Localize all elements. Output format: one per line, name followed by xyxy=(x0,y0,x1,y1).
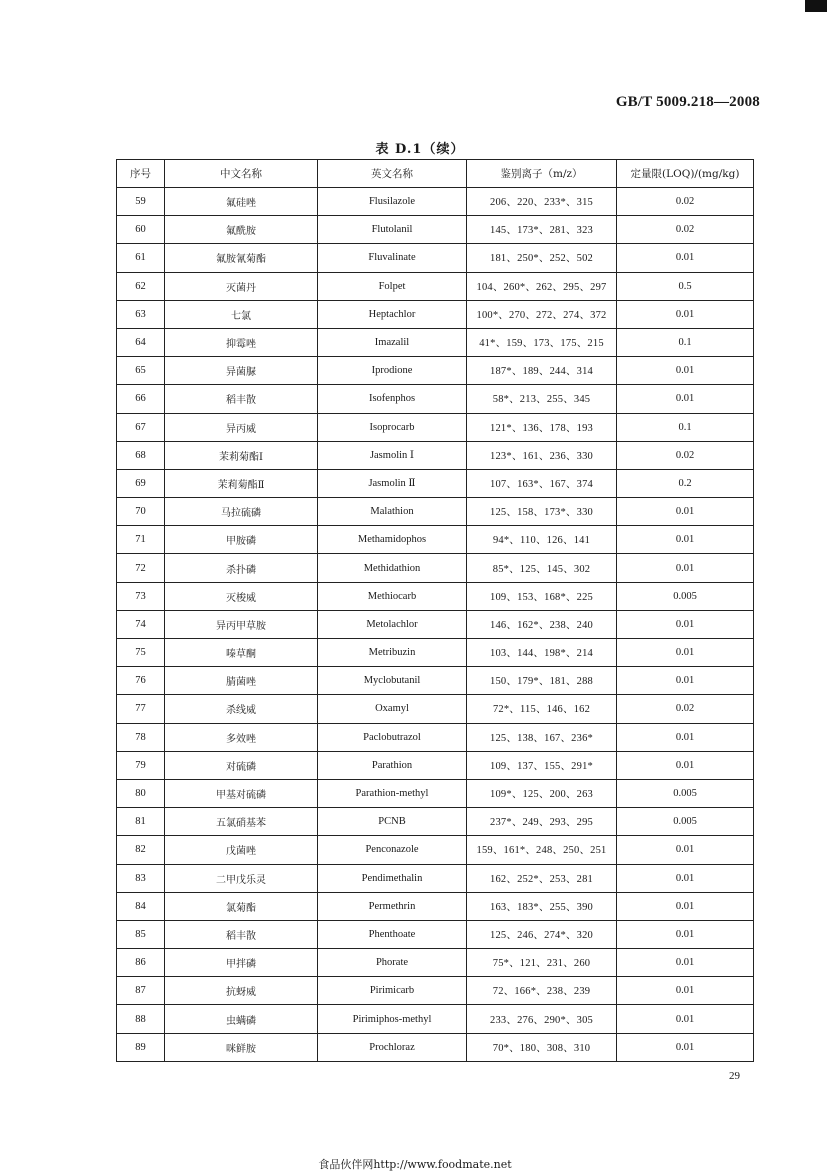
table-row xyxy=(117,920,754,948)
table-row xyxy=(117,413,754,441)
cell-en: Jasmolin Ⅰ xyxy=(318,441,467,469)
table-row xyxy=(117,892,754,920)
table-row xyxy=(117,695,754,723)
cell-no: 85 xyxy=(117,920,165,948)
cell-loq: 0.1 xyxy=(617,328,754,356)
table-row xyxy=(117,526,754,554)
cell-en: Fluvalinate xyxy=(318,244,467,272)
table-row xyxy=(117,469,754,497)
cell-ions: 104、260*、262、295、297 xyxy=(467,272,617,300)
header-row xyxy=(117,160,754,188)
table-row xyxy=(117,498,754,526)
cell-ions: 159、161*、248、250、251 xyxy=(467,836,617,864)
cell-no: 62 xyxy=(117,272,165,300)
cell-loq: 0.01 xyxy=(617,723,754,751)
cell-no: 64 xyxy=(117,328,165,356)
cell-no: 67 xyxy=(117,413,165,441)
footer-watermark: 食品伙伴网http://www.foodmate.net xyxy=(318,1158,512,1171)
cell-no: 82 xyxy=(117,836,165,864)
cell-en: Heptachlor xyxy=(318,300,467,328)
cell-cn: 灭梭威 xyxy=(165,582,318,610)
cell-en: Malathion xyxy=(318,498,467,526)
cell-en: Permethrin xyxy=(318,892,467,920)
cell-ions: 72*、115、146、162 xyxy=(467,695,617,723)
cell-cn: 甲基对硫磷 xyxy=(165,779,318,807)
cell-en: Flusilazole xyxy=(318,188,467,216)
table-row xyxy=(117,610,754,638)
cell-loq: 0.01 xyxy=(617,610,754,638)
cell-cn: 氟酰胺 xyxy=(165,216,318,244)
cell-en: Imazalil xyxy=(318,328,467,356)
col-header-no: 序号 xyxy=(117,160,165,188)
cell-loq: 0.01 xyxy=(617,554,754,582)
cell-cn: 抑霉唑 xyxy=(165,328,318,356)
cell-no: 69 xyxy=(117,469,165,497)
cell-cn: 杀线威 xyxy=(165,695,318,723)
cell-cn: 咪鲜胺 xyxy=(165,1033,318,1061)
table-row xyxy=(117,667,754,695)
cell-loq: 0.01 xyxy=(617,498,754,526)
cell-no: 86 xyxy=(117,949,165,977)
cell-loq: 0.02 xyxy=(617,216,754,244)
cell-cn: 对硫磷 xyxy=(165,751,318,779)
cell-cn: 氯菊酯 xyxy=(165,892,318,920)
cell-en: Isofenphos xyxy=(318,385,467,413)
table-row xyxy=(117,328,754,356)
cell-en: Penconazole xyxy=(318,836,467,864)
table-header xyxy=(117,160,754,188)
cell-ions: 75*、121、231、260 xyxy=(467,949,617,977)
cell-loq: 0.01 xyxy=(617,1033,754,1061)
table-row xyxy=(117,864,754,892)
cell-no: 66 xyxy=(117,385,165,413)
table-row xyxy=(117,441,754,469)
table-row xyxy=(117,385,754,413)
cell-loq: 0.5 xyxy=(617,272,754,300)
cell-cn: 稻丰散 xyxy=(165,920,318,948)
table-row xyxy=(117,723,754,751)
cell-no: 88 xyxy=(117,1005,165,1033)
cell-en: Methiocarb xyxy=(318,582,467,610)
table-body xyxy=(117,188,754,1062)
table-row xyxy=(117,751,754,779)
cell-no: 71 xyxy=(117,526,165,554)
cell-ions: 123*、161、236、330 xyxy=(467,441,617,469)
cell-no: 81 xyxy=(117,808,165,836)
cell-no: 74 xyxy=(117,610,165,638)
cell-no: 72 xyxy=(117,554,165,582)
cell-ions: 109、137、155、291* xyxy=(467,751,617,779)
cell-cn: 灭菌丹 xyxy=(165,272,318,300)
cell-en: Jasmolin Ⅱ xyxy=(318,469,467,497)
cell-cn: 嗪草酮 xyxy=(165,639,318,667)
cell-no: 89 xyxy=(117,1033,165,1061)
cell-no: 68 xyxy=(117,441,165,469)
table-row xyxy=(117,949,754,977)
standard-code: GB/T 5009.218—2008 xyxy=(615,94,760,110)
cell-ions: 125、158、173*、330 xyxy=(467,498,617,526)
cell-no: 70 xyxy=(117,498,165,526)
cell-cn: 五氯硝基苯 xyxy=(165,808,318,836)
cell-en: Prochloraz xyxy=(318,1033,467,1061)
table-row xyxy=(117,216,754,244)
cell-loq: 0.005 xyxy=(617,779,754,807)
cell-ions: 72、166*、238、239 xyxy=(467,977,617,1005)
cell-loq: 0.005 xyxy=(617,582,754,610)
cell-cn: 异丙甲草胺 xyxy=(165,610,318,638)
cell-en: Methidathion xyxy=(318,554,467,582)
cell-en: Phorate xyxy=(318,949,467,977)
cell-ions: 162、252*、253、281 xyxy=(467,864,617,892)
cell-cn: 二甲戊乐灵 xyxy=(165,864,318,892)
cell-en: Iprodione xyxy=(318,357,467,385)
table-row xyxy=(117,779,754,807)
table-row xyxy=(117,1005,754,1033)
cell-en: Parathion-methyl xyxy=(318,779,467,807)
cell-cn: 马拉硫磷 xyxy=(165,498,318,526)
cell-ions: 237*、249、293、295 xyxy=(467,808,617,836)
cell-ions: 163、183*、255、390 xyxy=(467,892,617,920)
cell-ions: 107、163*、167、374 xyxy=(467,469,617,497)
table-row xyxy=(117,639,754,667)
cell-en: Metolachlor xyxy=(318,610,467,638)
cell-ions: 121*、136、178、193 xyxy=(467,413,617,441)
cell-cn: 杀扑磷 xyxy=(165,554,318,582)
cell-loq: 0.01 xyxy=(617,977,754,1005)
cell-loq: 0.01 xyxy=(617,864,754,892)
cell-loq: 0.02 xyxy=(617,188,754,216)
cell-no: 83 xyxy=(117,864,165,892)
table-row xyxy=(117,244,754,272)
table-row xyxy=(117,300,754,328)
cell-en: Pirimicarb xyxy=(318,977,467,1005)
scan-edge-mark xyxy=(805,0,827,12)
table-row xyxy=(117,272,754,300)
cell-en: Methamidophos xyxy=(318,526,467,554)
cell-cn: 茉莉菊酯Ⅱ xyxy=(165,469,318,497)
cell-loq: 0.01 xyxy=(617,357,754,385)
cell-no: 76 xyxy=(117,667,165,695)
cell-ions: 206、220、233*、315 xyxy=(467,188,617,216)
table-row xyxy=(117,582,754,610)
cell-cn: 戊菌唑 xyxy=(165,836,318,864)
cell-cn: 抗蚜威 xyxy=(165,977,318,1005)
cell-loq: 0.01 xyxy=(617,1005,754,1033)
cell-no: 60 xyxy=(117,216,165,244)
cell-loq: 0.01 xyxy=(617,639,754,667)
cell-ions: 100*、270、272、274、372 xyxy=(467,300,617,328)
cell-en: Pendimethalin xyxy=(318,864,467,892)
cell-ions: 146、162*、238、240 xyxy=(467,610,617,638)
cell-no: 87 xyxy=(117,977,165,1005)
table-title: 表 D.1（续） xyxy=(375,142,465,157)
table-row xyxy=(117,188,754,216)
cell-ions: 109*、125、200、263 xyxy=(467,779,617,807)
cell-loq: 0.1 xyxy=(617,413,754,441)
cell-ions: 145、173*、281、323 xyxy=(467,216,617,244)
cell-cn: 茉莉菊酯Ⅰ xyxy=(165,441,318,469)
cell-ions: 58*、213、255、345 xyxy=(467,385,617,413)
cell-en: Paclobutrazol xyxy=(318,723,467,751)
pesticide-table xyxy=(116,159,754,1062)
cell-no: 80 xyxy=(117,779,165,807)
cell-ions: 187*、189、244、314 xyxy=(467,357,617,385)
cell-no: 84 xyxy=(117,892,165,920)
cell-no: 78 xyxy=(117,723,165,751)
cell-cn: 多效唑 xyxy=(165,723,318,751)
cell-en: PCNB xyxy=(318,808,467,836)
cell-en: Myclobutanil xyxy=(318,667,467,695)
cell-loq: 0.01 xyxy=(617,526,754,554)
cell-cn: 异丙威 xyxy=(165,413,318,441)
cell-loq: 0.005 xyxy=(617,808,754,836)
cell-ions: 85*、125、145、302 xyxy=(467,554,617,582)
page-number: 29 xyxy=(729,1070,740,1082)
cell-en: Parathion xyxy=(318,751,467,779)
table-row xyxy=(117,1033,754,1061)
cell-loq: 0.01 xyxy=(617,300,754,328)
cell-no: 65 xyxy=(117,357,165,385)
table-row xyxy=(117,808,754,836)
cell-loq: 0.01 xyxy=(617,385,754,413)
cell-cn: 腈菌唑 xyxy=(165,667,318,695)
col-header-cn: 中文名称 xyxy=(165,160,318,188)
cell-en: Oxamyl xyxy=(318,695,467,723)
cell-ions: 109、153、168*、225 xyxy=(467,582,617,610)
cell-no: 61 xyxy=(117,244,165,272)
table-row xyxy=(117,357,754,385)
cell-cn: 稻丰散 xyxy=(165,385,318,413)
cell-en: Metribuzin xyxy=(318,639,467,667)
table-row xyxy=(117,977,754,1005)
cell-cn: 七氯 xyxy=(165,300,318,328)
cell-no: 59 xyxy=(117,188,165,216)
cell-no: 79 xyxy=(117,751,165,779)
cell-loq: 0.01 xyxy=(617,836,754,864)
cell-cn: 氟胺氰菊酯 xyxy=(165,244,318,272)
cell-cn: 甲胺磷 xyxy=(165,526,318,554)
cell-no: 63 xyxy=(117,300,165,328)
cell-cn: 虫螨磷 xyxy=(165,1005,318,1033)
cell-loq: 0.01 xyxy=(617,920,754,948)
cell-en: Pirimiphos-methyl xyxy=(318,1005,467,1033)
cell-en: Flutolanil xyxy=(318,216,467,244)
cell-cn: 甲拌磷 xyxy=(165,949,318,977)
col-header-en: 英文名称 xyxy=(318,160,467,188)
cell-loq: 0.01 xyxy=(617,244,754,272)
cell-ions: 181、250*、252、502 xyxy=(467,244,617,272)
cell-loq: 0.01 xyxy=(617,949,754,977)
cell-ions: 70*、180、308、310 xyxy=(467,1033,617,1061)
cell-cn: 氟硅唑 xyxy=(165,188,318,216)
cell-ions: 41*、159、173、175、215 xyxy=(467,328,617,356)
cell-ions: 150、179*、181、288 xyxy=(467,667,617,695)
cell-ions: 94*、110、126、141 xyxy=(467,526,617,554)
col-header-loq: 定量限(LOQ)/(mg/kg) xyxy=(617,160,754,188)
cell-no: 75 xyxy=(117,639,165,667)
cell-no: 77 xyxy=(117,695,165,723)
cell-ions: 103、144、198*、214 xyxy=(467,639,617,667)
cell-loq: 0.02 xyxy=(617,441,754,469)
cell-loq: 0.02 xyxy=(617,695,754,723)
cell-loq: 0.01 xyxy=(617,667,754,695)
col-header-ions: 鉴别离子（m/z） xyxy=(467,160,617,188)
cell-no: 73 xyxy=(117,582,165,610)
cell-en: Isoprocarb xyxy=(318,413,467,441)
cell-loq: 0.01 xyxy=(617,751,754,779)
cell-ions: 233、276、290*、305 xyxy=(467,1005,617,1033)
cell-en: Phenthoate xyxy=(318,920,467,948)
cell-ions: 125、138、167、236* xyxy=(467,723,617,751)
cell-loq: 0.01 xyxy=(617,892,754,920)
cell-en: Folpet xyxy=(318,272,467,300)
table-row xyxy=(117,836,754,864)
cell-loq: 0.2 xyxy=(617,469,754,497)
table-row xyxy=(117,554,754,582)
cell-cn: 异菌脲 xyxy=(165,357,318,385)
cell-ions: 125、246、274*、320 xyxy=(467,920,617,948)
